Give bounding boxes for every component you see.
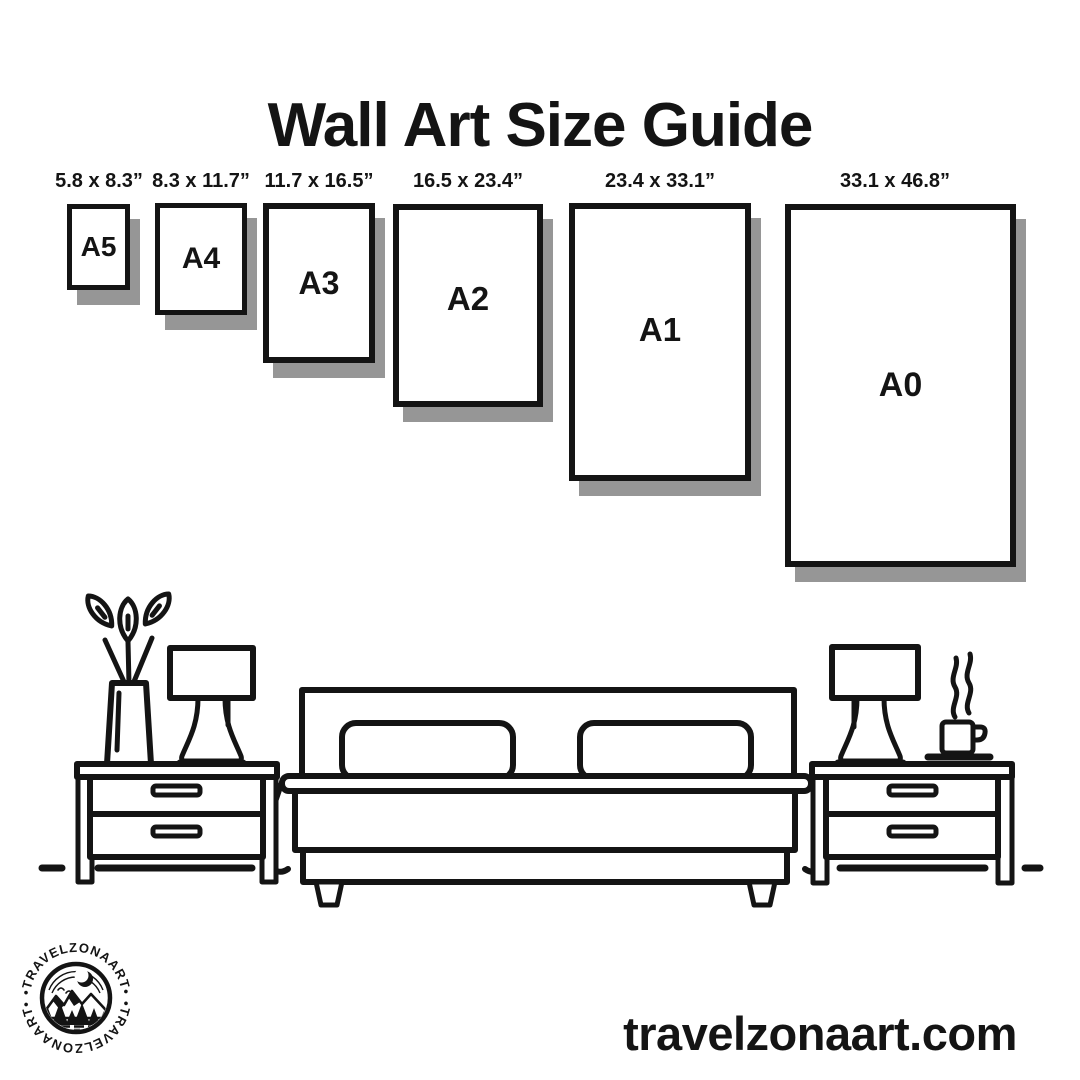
lamp-stem (182, 698, 242, 761)
svg-text:•TRAVELZONAART•: •TRAVELZONAART• (18, 1000, 134, 1057)
dimensions-label-a1: 23.4 x 33.1” (604, 170, 716, 192)
poster-frame-a1 (569, 203, 751, 481)
dimensions-label-a2: 16.5 x 23.4” (412, 170, 524, 192)
steam-icon (953, 658, 957, 717)
frame-size-label: A3 (298, 264, 340, 301)
page-title: Wall Art Size Guide (267, 90, 813, 160)
drawer-handle (153, 786, 200, 795)
dimensions-label-a5: 5.8 x 8.3” (55, 170, 143, 192)
nightstand-left-icon (77, 764, 277, 882)
drawer-handle (889, 786, 936, 795)
bedroom-illustration (0, 580, 1080, 910)
bed-leg-left (316, 882, 342, 905)
website-url: travelzonaart.com (623, 1007, 1017, 1060)
frame-size-label: A2 (446, 279, 490, 317)
frame-size-label: A1 (638, 311, 682, 348)
brand-logo (14, 936, 138, 1060)
poster-frame-a5 (67, 204, 130, 290)
cup-body (942, 722, 973, 753)
frame-size-label: A5 (80, 231, 117, 262)
double-bed-icon (269, 690, 823, 905)
dimensions-label-a0: 33.1 x 46.8” (839, 170, 951, 192)
frame-size-label: A0 (878, 366, 923, 404)
lamp-shade (170, 648, 253, 698)
bed-leg-right (749, 882, 775, 905)
logo-arc-text-top: •TRAVELZONAART• (18, 939, 134, 996)
poster-frame-a2 (393, 204, 543, 407)
drawer-handle (889, 827, 936, 836)
lamp-stem (841, 698, 901, 761)
table-lamp-left-icon (170, 648, 253, 763)
dimensions-label-a4: 8.3 x 11.7” (152, 170, 250, 192)
dimensions-label-a3: 11.7 x 16.5” (264, 170, 374, 192)
poster-frame-a0 (785, 204, 1016, 567)
steam-icon (967, 654, 971, 713)
lamp-shade (832, 647, 918, 698)
coffee-cup-icon (928, 654, 990, 757)
poster-frame-a4 (155, 203, 247, 315)
table-lamp-right-icon (832, 647, 918, 763)
drawer-handle (153, 827, 200, 836)
poster-frame-a3 (263, 203, 375, 363)
frame-size-label: A4 (181, 242, 221, 275)
vase (107, 683, 151, 764)
plant-icon (82, 589, 174, 764)
